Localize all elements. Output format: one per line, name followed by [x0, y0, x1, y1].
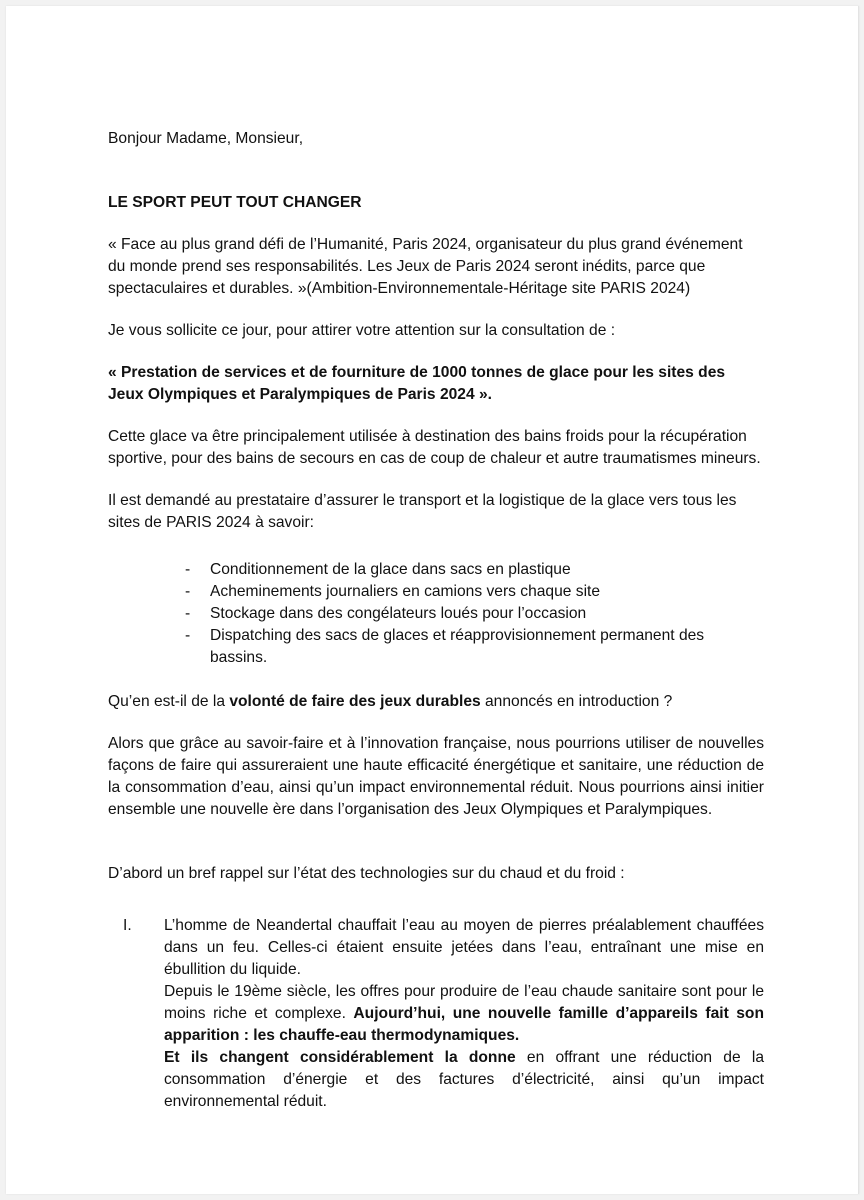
- section-1-p2-emphasis: Aujourd’hui, une nouvelle famille d’appareils fait son apparition : les chauffe-eau thermodynamiques.: [164, 1005, 764, 1044]
- section-1: [108, 915, 764, 1113]
- consultation-title: « Prestation de services et de fourniture de 1000 tonnes de glace pour les sites des Jeux Olympiques et Paralympiques de Paris 2024 ».: [108, 364, 726, 403]
- list-item-text: Dispatching des sacs de glaces et réapprovisionnement permanent des bassins.: [210, 627, 705, 666]
- section-1-paragraph-2: [164, 981, 764, 1047]
- proposal-paragraph: Alors que grâce au savoir-faire et à l’innovation française, nous pourrions utiliser de nouvelles façons de faire qui assureraient une haute efficacité énergétique et sanitaire, une réduction de la consommation d’eau, ainsi qu’un impact environnemental réduit. Nous pourrions ainsi initier ensemble une nouvelle ère dans l’organisation des Jeux Olympiques et Paralympiques.: [108, 735, 764, 818]
- recall-paragraph: D’abord un bref rappel sur l’état des technologies sur du chaud et du froid :: [108, 865, 625, 882]
- section-1-p3-emphasis: Et ils changent considérablement la donne: [164, 1049, 516, 1066]
- request-paragraph: Il est demandé au prestataire d’assurer le transport et la logistique de la glace vers tous les sites de PARIS 2024 à savoir:: [108, 492, 737, 531]
- question-text-end: annoncés en introduction ?: [480, 693, 673, 710]
- list-item: [185, 603, 764, 625]
- section-1-p2-text: Depuis le 19ème siècle, les offres pour produire de l’eau chaude sanitaire sont pour le moins riche et complexe.: [164, 983, 764, 1022]
- list-item-text: Acheminements journaliers en camions vers chaque site: [210, 583, 601, 600]
- bullet-dash: -: [185, 561, 191, 578]
- list-item: [185, 625, 764, 669]
- bullet-dash: -: [185, 627, 191, 644]
- list-item: [185, 581, 764, 603]
- section-1-p3-text: en offrant une réduction de la consommation d’énergie et des factures d’électricité, ainsi qu’un impact environnemental réduit.: [164, 1049, 764, 1110]
- question-emphasis: volonté de faire des jeux durables: [229, 693, 481, 710]
- question-text-start: Qu’en est-il de la: [108, 693, 230, 710]
- list-item-text: Conditionnement de la glace dans sacs en plastique: [210, 561, 571, 578]
- intro-paragraph: Je vous sollicite ce jour, pour attirer votre attention sur la consultation de :: [108, 322, 616, 339]
- section-number: I.: [123, 917, 132, 934]
- letter-heading: LE SPORT PEUT TOUT CHANGER: [108, 194, 362, 211]
- usage-paragraph: Cette glace va être principalement utilisée à destination des bains froids pour la récupération sportive, pour des bains de secours en cas de coup de chaleur et autre traumatismes mineurs.: [108, 428, 761, 467]
- list-item-text: Stockage dans des congélateurs loués pour l’occasion: [210, 605, 587, 622]
- bullet-dash: -: [185, 583, 191, 600]
- quote-paragraph: « Face au plus grand défi de l’Humanité, Paris 2024, organisateur du plus grand événement du monde prend ses responsabilités. Les Jeux de Paris 2024 seront inédits, parce que spectaculaires et durables. »(Ambition-Environnementale-Héritage site PARIS 2024): [108, 236, 743, 297]
- list-item: [185, 559, 764, 581]
- letter-body: [108, 128, 764, 1113]
- greeting: Bonjour Madame, Monsieur,: [108, 130, 304, 147]
- bullet-list: [108, 559, 764, 669]
- question-paragraph: [108, 691, 764, 713]
- section-1-paragraph-1: L’homme de Neandertal chauffait l’eau au moyen de pierres préalablement chauffées dans un feu. Celles-ci étaient ensuite jetées dans l’eau, entraînant une mise en ébullition du liquide.: [164, 917, 764, 978]
- document-page: [6, 6, 859, 1194]
- bullet-dash: -: [185, 605, 191, 622]
- section-1-body: [164, 915, 764, 1113]
- section-1-paragraph-3: [164, 1047, 764, 1113]
